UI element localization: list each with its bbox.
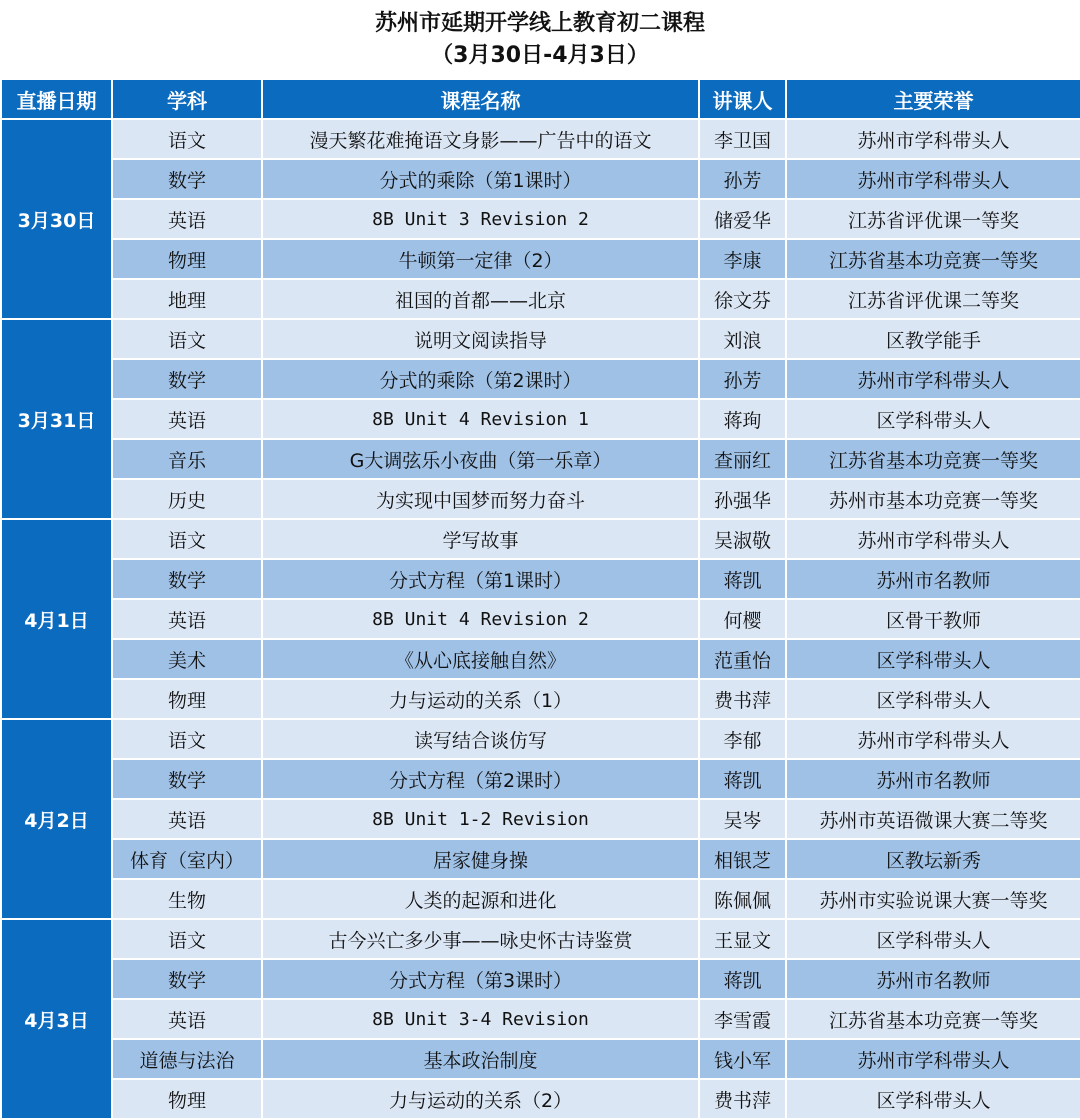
date-cell: 4月1日 [1,519,112,719]
course-cell: 祖国的首都——北京 [262,279,699,319]
page-title: 苏州市延期开学线上教育初二课程 [374,11,705,36]
table-row [1,599,1080,639]
table-row [1,839,1080,879]
date-cell: 3月30日 [1,119,112,319]
honor-cell: 区教学能手 [786,319,1080,359]
honor-cell: 苏州市学科带头人 [786,519,1080,559]
subject-cell: 语文 [112,919,262,959]
honor-cell: 苏州市学科带头人 [786,359,1080,399]
course-cell: 《从心底接触自然》 [262,639,699,679]
honor-cell: 苏州市名教师 [786,959,1080,999]
subject-cell: 英语 [112,599,262,639]
table-row [1,199,1080,239]
honor-cell: 区学科带头人 [786,399,1080,439]
teacher-cell: 李雪霞 [699,999,786,1039]
subject-cell: 语文 [112,319,262,359]
table-row [1,519,1080,559]
table-row [1,159,1080,199]
table-row [1,319,1080,359]
teacher-cell: 查丽红 [699,439,786,479]
subject-cell: 英语 [112,199,262,239]
teacher-cell: 刘浪 [699,319,786,359]
honor-cell: 区学科带头人 [786,1079,1080,1119]
subject-cell: 生物 [112,879,262,919]
honor-cell: 苏州市学科带头人 [786,159,1080,199]
teacher-cell: 蒋凯 [699,559,786,599]
teacher-cell: 徐文芬 [699,279,786,319]
course-cell: 8B Unit 3-4 Revision [262,999,699,1039]
honor-cell: 江苏省基本功竞赛一等奖 [786,239,1080,279]
course-cell: 牛顿第一定律（2） [262,239,699,279]
honor-cell: 江苏省评优课二等奖 [786,279,1080,319]
course-cell: 分式方程（第1课时） [262,559,699,599]
table-row [1,959,1080,999]
honor-cell: 苏州市基本功竞赛一等奖 [786,479,1080,519]
honor-cell: 区学科带头人 [786,679,1080,719]
subject-cell: 美术 [112,639,262,679]
honor-cell: 苏州市名教师 [786,759,1080,799]
subject-cell: 道德与法治 [112,1039,262,1079]
schedule-body [1,119,1080,1119]
teacher-cell: 李卫国 [699,119,786,159]
course-cell: 力与运动的关系（2） [262,1079,699,1119]
subject-cell: 数学 [112,759,262,799]
course-cell: 古今兴亡多少事——咏史怀古诗鉴赏 [262,919,699,959]
teacher-cell: 孙强华 [699,479,786,519]
table-row [1,879,1080,919]
teacher-cell: 李郁 [699,719,786,759]
course-cell: 基本政治制度 [262,1039,699,1079]
honor-cell: 江苏省基本功竞赛一等奖 [786,439,1080,479]
honor-cell: 区学科带头人 [786,919,1080,959]
honor-cell: 区学科带头人 [786,639,1080,679]
subject-cell: 语文 [112,719,262,759]
subject-cell: 物理 [112,679,262,719]
course-cell: 分式方程（第2课时） [262,759,699,799]
teacher-cell: 孙芳 [699,159,786,199]
course-cell: 8B Unit 1-2 Revision [262,799,699,839]
honor-cell: 苏州市实验说课大赛一等奖 [786,879,1080,919]
subject-cell: 数学 [112,959,262,999]
table-row [1,279,1080,319]
subject-cell: 历史 [112,479,262,519]
table-row [1,679,1080,719]
subject-cell: 英语 [112,799,262,839]
honor-cell: 苏州市学科带头人 [786,1039,1080,1079]
subject-cell: 体育（室内） [112,839,262,879]
subject-cell: 语文 [112,119,262,159]
teacher-cell: 范重怡 [699,639,786,679]
table-row [1,359,1080,399]
table-row [1,759,1080,799]
teacher-cell: 费书萍 [699,679,786,719]
teacher-cell: 王显文 [699,919,786,959]
subject-cell: 音乐 [112,439,262,479]
teacher-cell: 蒋凯 [699,759,786,799]
title-box [0,0,1080,78]
course-cell: 学写故事 [262,519,699,559]
table-row [1,639,1080,679]
table-row [1,1079,1080,1119]
course-cell: 8B Unit 3 Revision 2 [262,199,699,239]
course-cell: 分式方程（第3课时） [262,959,699,999]
subject-cell: 地理 [112,279,262,319]
honor-cell: 苏州市学科带头人 [786,719,1080,759]
honor-cell: 区骨干教师 [786,599,1080,639]
teacher-cell: 何樱 [699,599,786,639]
teacher-cell: 吴岑 [699,799,786,839]
subject-cell: 语文 [112,519,262,559]
header-subject: 学科 [112,79,262,119]
course-cell: 分式的乘除（第1课时） [262,159,699,199]
table-row [1,799,1080,839]
page-subtitle: （3月30日-4月3日） [431,43,649,68]
header-course: 课程名称 [262,79,699,119]
course-cell: G大调弦乐小夜曲（第一乐章） [262,439,699,479]
honor-cell: 苏州市英语微课大赛二等奖 [786,799,1080,839]
table-row [1,479,1080,519]
honor-cell: 江苏省基本功竞赛一等奖 [786,999,1080,1039]
table-row [1,399,1080,439]
table-row [1,999,1080,1039]
honor-cell: 区教坛新秀 [786,839,1080,879]
course-cell: 分式的乘除（第2课时） [262,359,699,399]
table-row [1,119,1080,159]
course-cell: 8B Unit 4 Revision 1 [262,399,699,439]
course-cell: 人类的起源和进化 [262,879,699,919]
course-cell: 力与运动的关系（1） [262,679,699,719]
course-cell: 漫天繁花难掩语文身影——广告中的语文 [262,119,699,159]
subject-cell: 数学 [112,559,262,599]
teacher-cell: 孙芳 [699,359,786,399]
subject-cell: 数学 [112,159,262,199]
course-cell: 说明文阅读指导 [262,319,699,359]
course-cell: 居家健身操 [262,839,699,879]
subject-cell: 物理 [112,1079,262,1119]
header-date: 直播日期 [1,79,112,119]
teacher-cell: 陈佩佩 [699,879,786,919]
teacher-cell: 蒋珣 [699,399,786,439]
course-cell: 8B Unit 4 Revision 2 [262,599,699,639]
course-cell: 读写结合谈仿写 [262,719,699,759]
table-row [1,239,1080,279]
honor-cell: 江苏省评优课一等奖 [786,199,1080,239]
header-teacher: 讲课人 [699,79,786,119]
teacher-cell: 蒋凯 [699,959,786,999]
header-honor: 主要荣誉 [786,79,1080,119]
date-cell: 4月3日 [1,919,112,1119]
header-row [1,79,1080,119]
teacher-cell: 相银芝 [699,839,786,879]
table-row [1,1039,1080,1079]
subject-cell: 英语 [112,999,262,1039]
date-cell: 3月31日 [1,319,112,519]
table-row [1,919,1080,959]
table-row [1,559,1080,599]
table-row [1,719,1080,759]
table-row [1,439,1080,479]
schedule-table [0,78,1080,1120]
course-cell: 为实现中国梦而努力奋斗 [262,479,699,519]
date-cell: 4月2日 [1,719,112,919]
subject-cell: 英语 [112,399,262,439]
teacher-cell: 李康 [699,239,786,279]
teacher-cell: 钱小军 [699,1039,786,1079]
honor-cell: 苏州市学科带头人 [786,119,1080,159]
teacher-cell: 储爱华 [699,199,786,239]
subject-cell: 物理 [112,239,262,279]
teacher-cell: 吴淑敬 [699,519,786,559]
teacher-cell: 费书萍 [699,1079,786,1119]
subject-cell: 数学 [112,359,262,399]
honor-cell: 苏州市名教师 [786,559,1080,599]
